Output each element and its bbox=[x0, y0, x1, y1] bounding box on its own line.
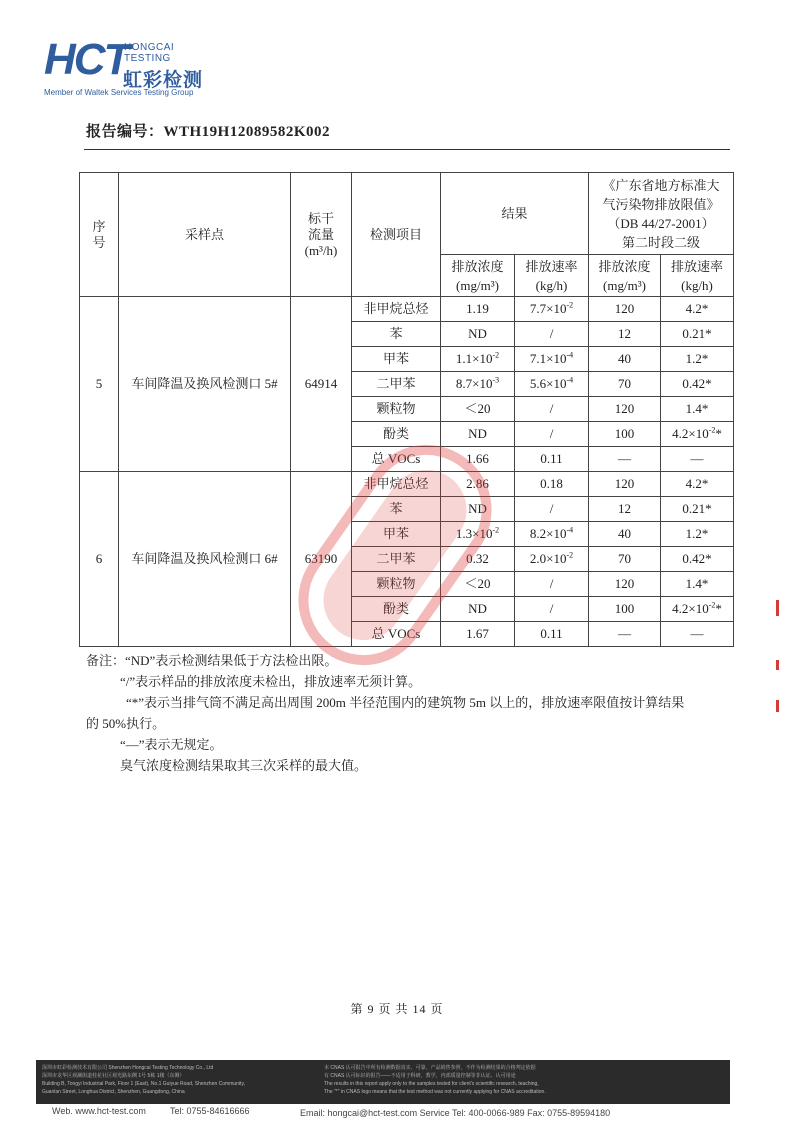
emission-rate: / bbox=[515, 597, 589, 622]
header-sampling-point: 采样点 bbox=[119, 173, 291, 297]
emission-concentration: $8.7\times 10^{-3}$ bbox=[441, 372, 515, 397]
table-row bbox=[80, 472, 734, 497]
note-odor: 臭气浓度检测结果取其三次采样的最大值。 bbox=[120, 758, 368, 773]
logo-letters: HCT bbox=[44, 35, 129, 84]
flow-value: 64914 bbox=[291, 297, 352, 472]
header-item: 检测项目 bbox=[352, 173, 441, 297]
limit-rate: $4.2\times 10^{-2}*$ bbox=[661, 422, 734, 447]
limit-rate: 0.21* bbox=[661, 497, 734, 522]
emission-concentration: 1.67 bbox=[441, 622, 515, 647]
emission-concentration: $1.1\times 10^{-2}$ bbox=[441, 347, 515, 372]
note-star-cont: 的 50%执行。 bbox=[86, 716, 166, 731]
limit-concentration: 12 bbox=[589, 322, 661, 347]
report-number: 报告编号：WTH19H12089582K002 bbox=[86, 124, 331, 140]
test-item: 甲苯 bbox=[352, 522, 441, 547]
emission-rate: / bbox=[515, 422, 589, 447]
limit-rate: 4.2* bbox=[661, 297, 734, 322]
emission-rate: / bbox=[515, 497, 589, 522]
emission-concentration: 1.19 bbox=[441, 297, 515, 322]
header-result: 结果 bbox=[441, 173, 589, 255]
test-item: 甲苯 bbox=[352, 347, 441, 372]
header-standard: 《广东省地方标准大 气污染物排放限值》 （DB 44/27-2001） 第二时段二级 bbox=[589, 173, 734, 255]
test-item: 酚类 bbox=[352, 422, 441, 447]
limit-concentration: 40 bbox=[589, 522, 661, 547]
header-rate: 排放速率 (kg/h) bbox=[515, 255, 589, 297]
note-dash: “—”表示无规定。 bbox=[120, 737, 223, 752]
emission-rate: 0.11 bbox=[515, 622, 589, 647]
notes-section bbox=[86, 650, 736, 776]
test-item: 苯 bbox=[352, 322, 441, 347]
limit-concentration: 100 bbox=[589, 422, 661, 447]
header-conc: 排放浓度 (mg/m³) bbox=[441, 255, 515, 297]
emission-rate: / bbox=[515, 572, 589, 597]
footer-disclaimer: 本 CNAS 认可报告中所有检测数据真实、可靠，产品销售参照，不作为检测结果的合格判定依据 有 CNAS 认可标识的报告——不适用于科研、教学、内部质量控制等非认证、认可用途 The results in this report apply only to the samples tested for client's scientific research, teaching, The "*" in CNAS logo means that the test method was not currently applying for CNAS accreditation. bbox=[324, 1065, 546, 1095]
emission-concentration: ND bbox=[441, 497, 515, 522]
sampling-point: 车间降温及换风检测口 6# bbox=[119, 472, 291, 647]
emission-rate: 0.18 bbox=[515, 472, 589, 497]
note-nd: 备注：“ND”表示检测结果低于方法检出限。 bbox=[86, 653, 338, 668]
limit-concentration: 40 bbox=[589, 347, 661, 372]
header-flow: 标干 流量 (m³/h) bbox=[291, 173, 352, 297]
test-item: 酚类 bbox=[352, 597, 441, 622]
emission-concentration: $1.3\times 10^{-2}$ bbox=[441, 522, 515, 547]
emission-concentration: ＜20 bbox=[441, 572, 515, 597]
test-item: 总 VOCs bbox=[352, 447, 441, 472]
edge-mark bbox=[776, 600, 779, 616]
flow-value: 63190 bbox=[291, 472, 352, 647]
limit-concentration: 120 bbox=[589, 397, 661, 422]
group-index: 5 bbox=[80, 297, 119, 472]
footer-contact: Email: hongcai@hct-test.com Service Tel: 400-0066-989 Fax: 0755-89594180 bbox=[300, 1108, 611, 1118]
edge-mark bbox=[776, 700, 779, 712]
limit-concentration: 70 bbox=[589, 547, 661, 572]
footer-tel: Tel: 0755-84616666 bbox=[170, 1106, 250, 1116]
note-star: “*”表示当排气筒不满足高出周围 200m 半径范围内的建筑物 5m 以上的，排放速率限值按计算结果 bbox=[126, 695, 685, 710]
limit-rate: 1.2* bbox=[661, 522, 734, 547]
header-limit-conc: 排放浓度 (mg/m³) bbox=[589, 255, 661, 297]
limit-rate: 0.42* bbox=[661, 547, 734, 572]
limit-concentration: 120 bbox=[589, 572, 661, 597]
limit-concentration: 12 bbox=[589, 497, 661, 522]
logo-member-text: Member of Waltek Services Testing Group bbox=[44, 88, 194, 97]
test-item: 总 VOCs bbox=[352, 622, 441, 647]
header-index: 序 号 bbox=[80, 173, 119, 297]
limit-rate: — bbox=[661, 622, 734, 647]
header-rule bbox=[84, 149, 730, 150]
note-slash: “/”表示样品的排放浓度未检出，排放速率无须计算。 bbox=[120, 674, 422, 689]
emission-rate: $7.7\times 10^{-2}$ bbox=[515, 297, 589, 322]
emission-rate: / bbox=[515, 322, 589, 347]
limit-concentration: — bbox=[589, 447, 661, 472]
test-item: 颗粒物 bbox=[352, 397, 441, 422]
limit-concentration: 70 bbox=[589, 372, 661, 397]
test-item: 苯 bbox=[352, 497, 441, 522]
limit-rate: 4.2* bbox=[661, 472, 734, 497]
emission-concentration: ND bbox=[441, 322, 515, 347]
emission-concentration: 1.66 bbox=[441, 447, 515, 472]
sampling-point: 车间降温及换风检测口 5# bbox=[119, 297, 291, 472]
limit-rate: 1.4* bbox=[661, 572, 734, 597]
emission-rate: $2.0\times 10^{-2}$ bbox=[515, 547, 589, 572]
emission-concentration: 0.32 bbox=[441, 547, 515, 572]
edge-mark bbox=[776, 660, 779, 670]
test-item: 非甲烷总烃 bbox=[352, 297, 441, 322]
results-table bbox=[79, 172, 734, 647]
limit-concentration: 100 bbox=[589, 597, 661, 622]
emission-rate: 0.11 bbox=[515, 447, 589, 472]
emission-rate: $7.1\times 10^{-4}$ bbox=[515, 347, 589, 372]
limit-rate: — bbox=[661, 447, 734, 472]
limit-concentration: 120 bbox=[589, 297, 661, 322]
table-row bbox=[80, 297, 734, 322]
limit-rate: 0.42* bbox=[661, 372, 734, 397]
emission-rate: $5.6\times 10^{-4}$ bbox=[515, 372, 589, 397]
limit-rate: 1.2* bbox=[661, 347, 734, 372]
logo-english: HONGCAI TESTING bbox=[124, 42, 175, 64]
emission-concentration: ＜20 bbox=[441, 397, 515, 422]
emission-rate: / bbox=[515, 397, 589, 422]
group-index: 6 bbox=[80, 472, 119, 647]
test-item: 颗粒物 bbox=[352, 572, 441, 597]
limit-rate: 1.4* bbox=[661, 397, 734, 422]
limit-concentration: 120 bbox=[589, 472, 661, 497]
emission-concentration: 2.86 bbox=[441, 472, 515, 497]
emission-concentration: ND bbox=[441, 422, 515, 447]
emission-rate: $8.2\times 10^{-4}$ bbox=[515, 522, 589, 547]
test-item: 非甲烷总烃 bbox=[352, 472, 441, 497]
test-item: 二甲苯 bbox=[352, 547, 441, 572]
header-limit-rate: 排放速率 (kg/h) bbox=[661, 255, 734, 297]
logo-chinese: 虹彩检测 bbox=[123, 70, 204, 91]
test-item: 二甲苯 bbox=[352, 372, 441, 397]
limit-rate: 0.21* bbox=[661, 322, 734, 347]
footer-address: 深圳市虹彩检测技术有限公司 Shenzhen Hongcai Testing Technology Co., Ltd 深圳市龙华区观澜街道桂花社区观光路东侧 1号 5栋 1楼（东侧） Building B, Tongyi Industrial Park, Floor 1 (East), No.1 Guiyue Road, Shenzhen Community, Guanlan Street, Longhua District, Shenzhen, Guangdong, China bbox=[42, 1065, 245, 1095]
company-logo bbox=[44, 35, 244, 100]
limit-concentration: — bbox=[589, 622, 661, 647]
emission-concentration: ND bbox=[441, 597, 515, 622]
page-number: 第 9 页 共 14 页 bbox=[350, 1002, 444, 1016]
limit-rate: $4.2\times 10^{-2}*$ bbox=[661, 597, 734, 622]
footer-website: Web. www.hct-test.com bbox=[52, 1106, 146, 1116]
